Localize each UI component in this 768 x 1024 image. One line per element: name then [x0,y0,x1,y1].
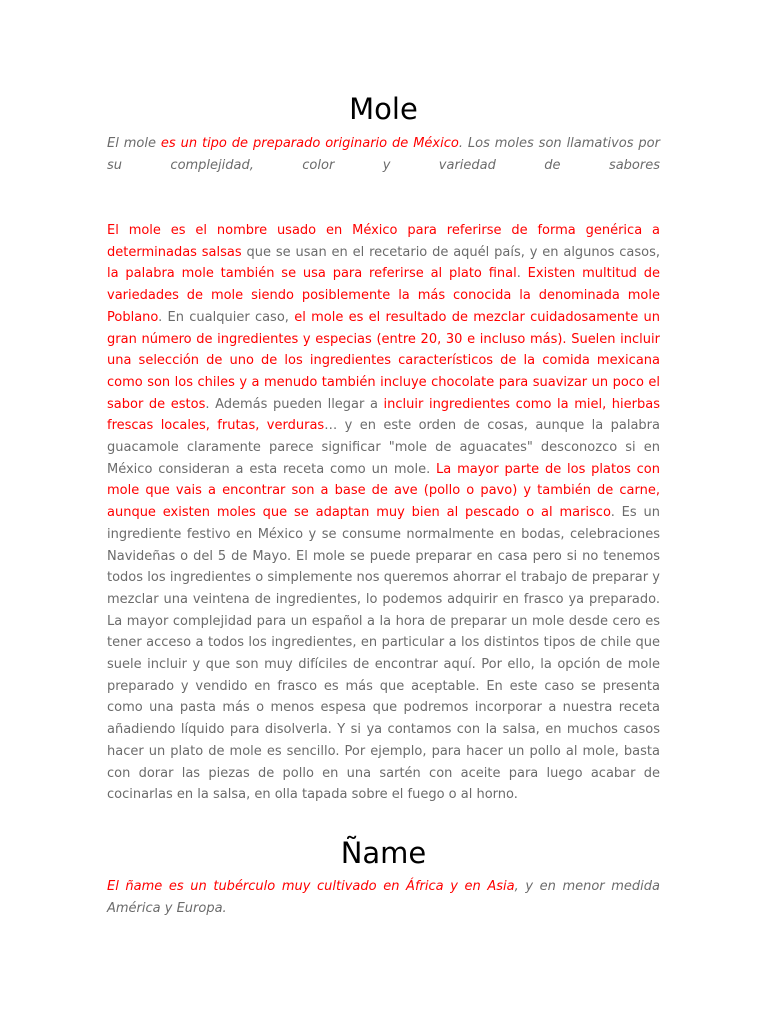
body-paragraph-mole [107,220,660,806]
highlighted-text-run: El mole es el nombre usado en México para referirse de forma genérica a determinadas salsas [107,223,660,260]
text-run: El mole [107,136,161,151]
intro-name [107,876,660,919]
highlighted-text-run: el mole es el resultado de mezclar cuidadosamente un gran número de ingredientes y especias (entre 20, 30 e incluso más). Suelen incluir una selección de uno de los ingredientes característicos de la comida mexicana como son los chiles y a menudo también incluye chocolate para suavizar un poco el sabor de estos [107,309,661,412]
text-run: . Es un ingrediente festivo en México y se consume normalmente en bodas, celebraciones Navideñas o del 5 de Mayo. El mole se puede preparar en casa pero si no tenemos todos los ingredientes o simplemente nos queremos ahorrar el trabajo de preparar y mezclar una veintena de ingredientes, lo podemos adquirir en frasco ya preparado. La mayor complejidad para un español a la hora de preparar un mole desde cero es tener acceso a todos los ingredientes, en particular a los distintos tipos de chile que suele incluir y que son muy difíciles de encontrar aquí. Por ello, la opción de mole preparado y vendido en frasco es más que aceptable. En este caso se presenta como una pasta más o menos espesa que podremos incorporar a nuestra receta añadiendo líquido para disolverla. Y si ya contamos con la salsa, en muchos casos hacer un plato de mole es sencillo. Por ejemplo, para hacer un pollo al mole, basta con dorar las piezas de pollo en una sartén con aceite para luego acabar de cocinarlas en la salsa, en olla tapada sobre el fuego o al horno. [107,505,660,803]
text-run: . Los moles son llamativos por su complejidad, color y variedad de sabores [107,136,660,173]
highlighted-text-run: El ñame es un tubérculo muy cultivado en África y en Asia [107,879,515,894]
text-run: . Además pueden llegar a [205,396,384,412]
text-run: . [516,266,528,282]
highlighted-text-run: es un tipo de preparado originario de México [160,136,459,151]
text-run: , y en menor medida América y Europa. [107,879,660,916]
text-run: . En cualquier caso, [158,309,295,325]
intro-mole [107,133,660,176]
section-title-name: Ñame [340,836,427,870]
text-run: que se usan en el recetario de aquél país, y en algunos casos, [241,244,660,260]
highlighted-text-run: La mayor parte de los platos con mole que vais a encontrar son a base de ave (pollo o pavo) y también de carne, aunque existen moles que se adaptan muy bien al pescado o al marisco [107,461,660,521]
highlighted-text-run: incluir ingredientes como la miel, hierbas frescas locales, frutas, verduras [107,396,660,434]
text-run: … y en este orden de cosas, aunque la palabra guacamole claramente parece significar "mole de aguacates" desconozco si en México consideran a esta receta como un mole. [107,418,660,477]
highlighted-text-run: Existen multitud de variedades de mole siendo posiblemente la más conocida la denominada mole Poblano [107,266,661,325]
section-title-mole: Mole [349,92,418,126]
highlighted-text-run: la palabra mole también se usa para referirse al plato final [107,266,517,282]
